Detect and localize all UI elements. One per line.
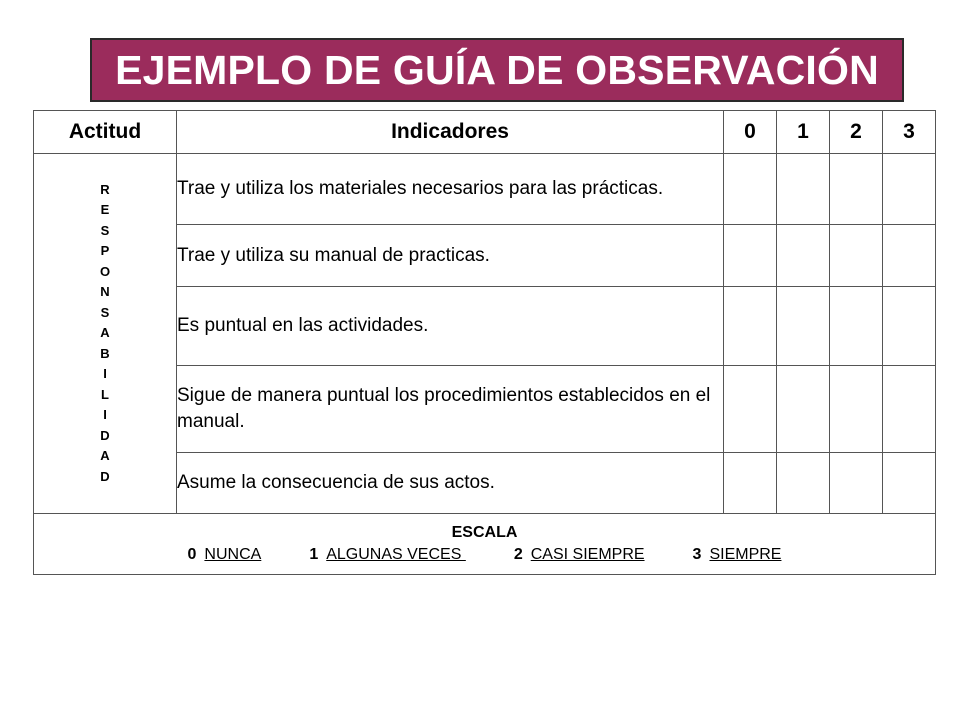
score-cell-3[interactable] (883, 225, 936, 287)
score-cell-1[interactable] (777, 287, 830, 366)
scale-label-algunas-veces: ALGUNAS VECES (326, 546, 466, 563)
scale-num-0: 0 (187, 546, 197, 563)
score-cell-3[interactable] (883, 287, 936, 366)
score-cell-2[interactable] (830, 287, 883, 366)
scale-legend (188, 546, 782, 563)
indicator-text: Asume la consecuencia de sus actos. (177, 453, 724, 514)
actitud-vertical-text (34, 180, 176, 488)
header-level-2: 2 (830, 111, 883, 154)
actitud-letter: P (100, 243, 110, 259)
header-level-1: 1 (777, 111, 830, 154)
indicator-text: Trae y utiliza los materiales necesarios para las prácticas. (177, 154, 724, 225)
actitud-letter: D (100, 468, 110, 484)
scale-num-1: 1 (309, 546, 319, 563)
indicator-text: Sigue de manera puntual los procedimientos establecidos en el manual. (177, 366, 724, 453)
score-cell-3[interactable] (883, 453, 936, 514)
score-cell-0[interactable] (724, 225, 777, 287)
actitud-letter: I (103, 366, 107, 382)
header-indicadores: Indicadores (177, 111, 724, 154)
scale-num-3: 3 (692, 546, 702, 563)
scale-row (34, 514, 936, 575)
score-cell-0[interactable] (724, 453, 777, 514)
actitud-letter: I (103, 407, 107, 423)
actitud-letter: S (100, 304, 110, 320)
actitud-cell (34, 154, 177, 514)
scale-label-casi-siempre: CASI SIEMPRE (530, 546, 645, 563)
header-row (34, 111, 936, 154)
scale-num-2: 2 (513, 546, 523, 563)
indicator-text: Es puntual en las actividades. (177, 287, 724, 366)
actitud-letter: A (100, 448, 110, 464)
header-actitud: Actitud (34, 111, 177, 154)
score-cell-0[interactable] (724, 154, 777, 225)
score-cell-2[interactable] (830, 453, 883, 514)
score-cell-0[interactable] (724, 366, 777, 453)
actitud-letter: E (100, 202, 110, 218)
actitud-letter: R (100, 181, 110, 197)
score-cell-0[interactable] (724, 287, 777, 366)
scale-label-nunca: NUNCA (204, 546, 262, 563)
actitud-letter: N (100, 284, 110, 300)
title-banner (90, 38, 904, 102)
header-level-3: 3 (883, 111, 936, 154)
score-cell-2[interactable] (830, 366, 883, 453)
actitud-letter: O (99, 263, 111, 279)
score-cell-2[interactable] (830, 225, 883, 287)
score-cell-3[interactable] (883, 154, 936, 225)
header-level-0: 0 (724, 111, 777, 154)
scale-title: ESCALA (451, 524, 518, 541)
actitud-letter: A (100, 325, 110, 341)
page-title: EJEMPLO DE GUÍA DE OBSERVACIÓN (115, 46, 879, 93)
score-cell-1[interactable] (777, 225, 830, 287)
actitud-letter: S (100, 222, 110, 238)
actitud-letter: L (101, 386, 109, 402)
score-cell-2[interactable] (830, 154, 883, 225)
observation-table (33, 110, 936, 575)
table-row (34, 154, 936, 225)
score-cell-3[interactable] (883, 366, 936, 453)
actitud-letter: D (100, 427, 110, 443)
score-cell-1[interactable] (777, 453, 830, 514)
score-cell-1[interactable] (777, 154, 830, 225)
indicator-text: Trae y utiliza su manual de practicas. (177, 225, 724, 287)
actitud-letter: B (100, 345, 110, 361)
score-cell-1[interactable] (777, 366, 830, 453)
scale-cell (34, 514, 936, 575)
scale-label-siempre: SIEMPRE (709, 546, 782, 563)
